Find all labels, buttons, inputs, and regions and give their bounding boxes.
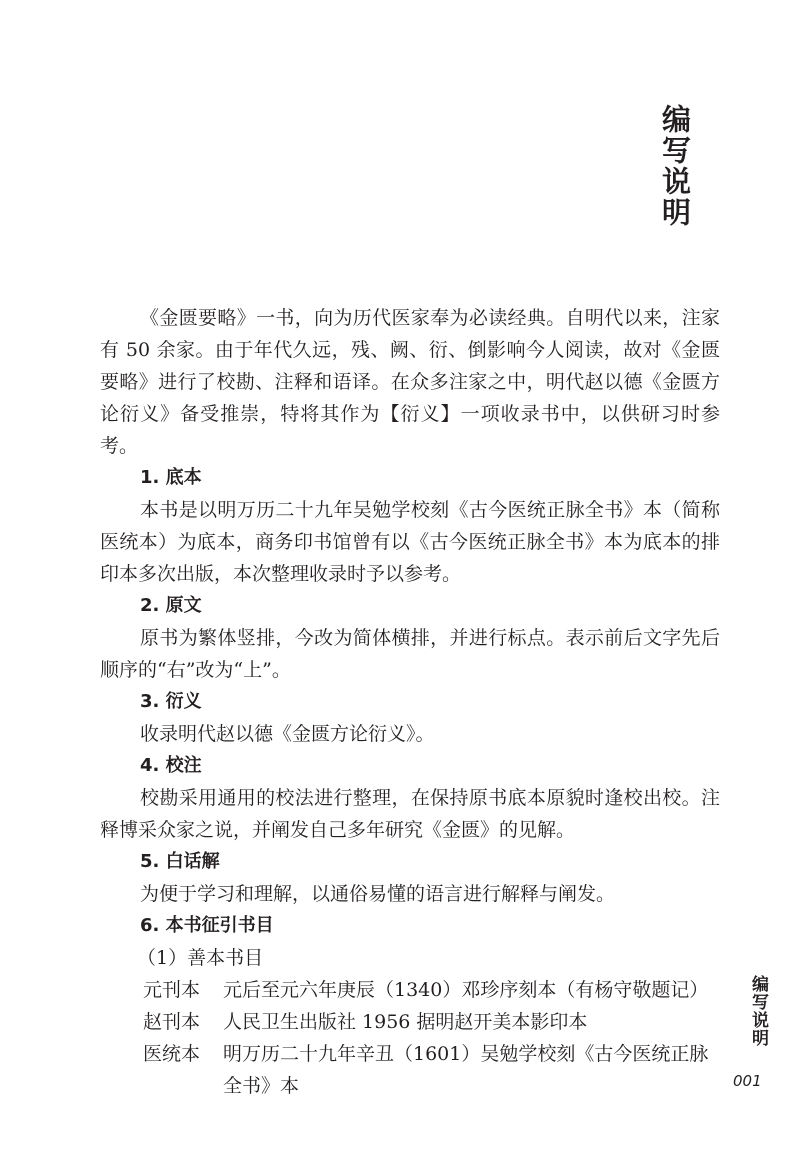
reference-abbr: 元刊本: [143, 979, 201, 1001]
reference-abbr: 医统本: [143, 1043, 201, 1065]
page-number: 001: [733, 1072, 762, 1090]
running-head: 编写说明: [748, 975, 768, 1047]
reference-item: [100, 1038, 720, 1102]
section-heading-vernacular: 5. 白话解: [140, 851, 220, 872]
section-heading-annotation: 4. 校注: [140, 755, 202, 776]
reference-desc: 元后至元六年庚辰（1340）邓珍序刻本（有杨守敬题记）: [223, 979, 709, 1001]
page-title: 编写说明: [658, 104, 692, 228]
section-heading-original-text: 2. 原文: [140, 595, 202, 616]
section-text-original-text: 原书为繁体竖排，今改为简体横排，并进行标点。表示前后文字先后顺序的“右”改为“上”。: [100, 627, 720, 681]
reference-desc: 人民卫生出版社 1956 据明赵开美本影印本: [223, 1011, 588, 1033]
reference-item: [100, 974, 720, 1006]
intro-paragraph: 《金匮要略》一书，向为历代医家奉为必读经典。自明代以来，注家有 50 余家。由于年代久远，残、阙、衍、倒影响今人阅读，故对《金匮要略》进行了校勘、注释和语译。在众多注家之中，明代赵以德《金匮方论衍义》备受推崇，特将其作为【衍义】一项收录书中，以供研习时参考。: [100, 307, 720, 457]
section-heading-bibliography: 6. 本书征引书目: [140, 915, 274, 936]
reference-abbr: 赵刊本: [143, 1011, 201, 1033]
section-text-annotation: 校勘采用通用的校法进行整理，在保持原书底本原貌时逢校出校。注释博采众家之说，并阐发自己多年研究《金匮》的见解。: [100, 787, 720, 841]
section-heading-yanyi: 3. 衍义: [140, 691, 202, 712]
reference-item: [100, 1006, 720, 1038]
section-text-base-text: 本书是以明万历二十九年吴勉学校刻《古今医统正脉全书》本（简称医统本）为底本，商务印书馆曾有以《古今医统正脉全书》本为底本的排印本多次出版，本次整理收录时予以参考。: [100, 499, 720, 585]
body-text: [100, 302, 720, 1102]
section-text-yanyi: 收录明代赵以德《金匮方论衍义》。: [140, 723, 435, 745]
bibliography-subheading: （1）善本书目: [137, 947, 264, 969]
section-heading-base-text: 1. 底本: [140, 467, 202, 488]
section-text-vernacular: 为便于学习和理解，以通俗易懂的语言进行解释与阐发。: [140, 883, 616, 905]
reference-desc: 明万历二十九年辛丑（1601）吴勉学校刻《古今医统正脉全书》本: [223, 1043, 709, 1097]
